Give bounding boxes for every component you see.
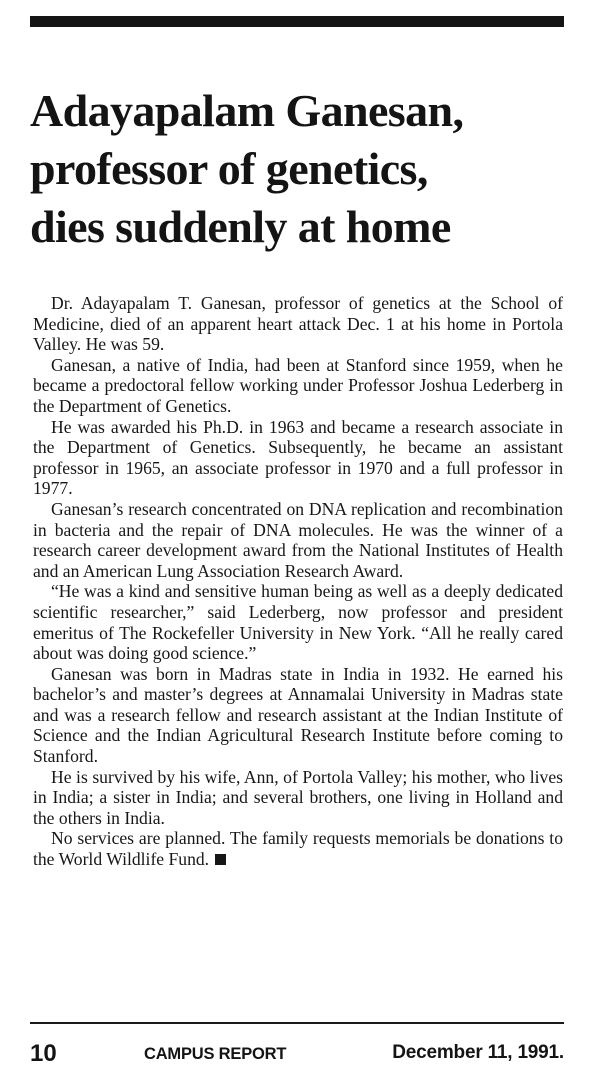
article-paragraph: No services are planned. The family requests memorials be donations to the World Wildlife Fund. xyxy=(33,828,563,870)
headline-line: dies suddenly at home xyxy=(30,201,451,252)
publication-name: CAMPUS REPORT xyxy=(144,1045,287,1063)
headline-line: professor of genetics, xyxy=(30,143,428,194)
article-paragraph: Dr. Adayapalam T. Ganesan, professor of genetics at the School of Medicine, died of an apparent heart attack Dec. 1 at his home in Portola Valley. He was 59. xyxy=(33,293,563,355)
bottom-rule xyxy=(30,1022,564,1024)
headline xyxy=(30,82,570,256)
article-paragraph: “He was a kind and sensitive human being as well as a deeply dedicated scientific researcher,” said Lederberg, now professor and president emeritus of The Rockefeller University in New York. “All he really cared about was doing good science.” xyxy=(33,581,563,664)
top-rule xyxy=(30,16,564,27)
page-footer xyxy=(30,1040,564,1070)
headline-line: Adayapalam Ganesan, xyxy=(30,85,464,136)
article-paragraph: Ganesan was born in Madras state in India in 1932. He earned his bachelor’s and master’s degrees at Annamalai University in Madras state and was a research fellow and research assistant at the Indian Institute of Science and the Indian Agricultural Research Institute before coming to Stanford. xyxy=(33,663,563,767)
article-paragraph: He is survived by his wife, Ann, of Portola Valley; his mother, who lives in India; a sister in India; and several brothers, one living in Holland and the others in India. xyxy=(33,766,563,828)
article-paragraph: He was awarded his Ph.D. in 1963 and became a research associate in the Department of Genetics. Subsequently, he became an assistant professor in 1965, an associate professor in 1970 and a full professor in 1977. xyxy=(33,416,563,499)
article-body xyxy=(33,293,563,870)
end-mark-icon xyxy=(215,854,226,865)
page-number: 10 xyxy=(30,1040,57,1067)
article-last-paragraph xyxy=(33,828,563,869)
publication-date: December 11, 1991. xyxy=(392,1042,564,1063)
article-paragraph: Ganesan’s research concentrated on DNA replication and recombination in bacteria and the repair of DNA molecules. He was the winner of a research career development award from the National Institutes of Health and an American Lung Association Research Award. xyxy=(33,498,563,581)
article-paragraph: Ganesan, a native of India, had been at Stanford since 1959, when he became a predoctoral fellow working under Professor Joshua Lederberg in the Department of Genetics. xyxy=(33,354,563,416)
